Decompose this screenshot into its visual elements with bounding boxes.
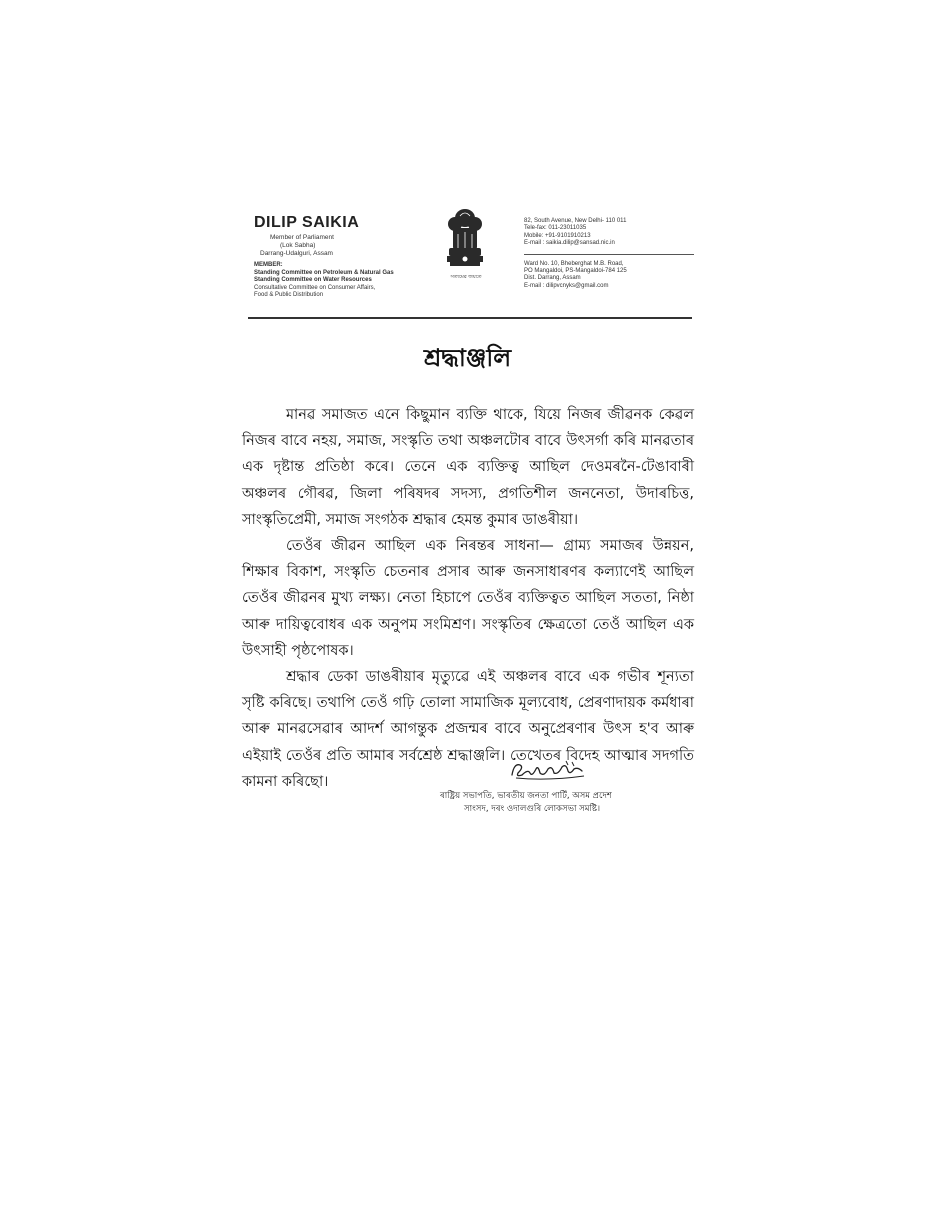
sender-designation: Member of Parliament [270,234,334,241]
member-heading: MEMBER: [254,262,283,268]
committee-item: Standing Committee on Petroleum & Natural Gas [254,269,394,276]
letterhead [248,200,692,320]
signatory-title-line: ৰাষ্ট্ৰিয় সভাপতি, ভাৰতীয় জনতা পাৰ্টি, অসম প্ৰদেশ [440,791,612,801]
committee-item: Food & Public Distribution [254,292,324,299]
letterhead-sender-block [254,214,454,300]
letterhead-divider [248,317,692,319]
local-address-block [524,254,694,291]
signatory-office-line: সাংসদ, দৰং ওদালগুৰি লোকসভা সমষ্টি। [464,804,601,814]
committee-item: Consultative Committee on Consumer Affairs, [254,284,376,291]
tribute-paragraph: শ্ৰদ্ধাৰ ডেকা ডাঙৰীয়াৰ মৃত্যুৱে এই অঞ্চলৰ বাবে এক গভীৰ শূন্যতা সৃষ্টি কৰিছে। তথাপি তেওঁ গঢ়ি তোলা সামাজিক মূল্যবোধ, প্ৰেৰণাদায়ক কৰ্মধাৰা আৰু মানৱসেৱাৰ আদৰ্শ আগন্তুক প্ৰজন্মৰ বাবে অনুপ্ৰেৰণাৰ উৎস হ'ব আৰু এইয়াই তেওঁৰ প্ৰতি আমাৰ সৰ্বশ্ৰেষ্ঠ শ্ৰদ্ধাঞ্জলি। তেখেতৰ বিদেহ আত্মাৰ সদগতি কামনা কৰিছো। [242,669,694,790]
signatory-details [440,790,700,816]
handwritten-signature [508,757,588,783]
national-emblem-icon [440,204,490,282]
delhi-address-line: Tele-fax: 011-23011035 [524,225,587,232]
committee-item: Standing Committee on Water Resources [254,277,372,284]
tribute-body [242,402,694,795]
tribute-paragraph: মানৱ সমাজত এনে কিছুমান ব্যক্তি থাকে, যিয়ে নিজৰ জীৱনক কেৱল নিজৰ বাবে নহয়, সমাজ, সংস্কৃতি তথা অঞ্চলটোৰ বাবে উৎসৰ্গা কৰি মানৱতাৰ এক দৃষ্টান্ত প্ৰতিষ্ঠা কৰে। তেনে এক ব্যক্তিত্ব আছিল দেওমৰনৈ-টেঙাবাৰী অঞ্চলৰ গৌৰৱ, জিলা পৰিষদৰ সদস্য, প্ৰগতিশীল জননেতা, উদাৰচিত্ত, সাংস্কৃতিপ্ৰেমী, সমাজ সংগঠক শ্ৰদ্ধাৰ হেমন্ত কুমাৰ ডাঙৰীয়া। [242,407,694,528]
contact-block [524,218,694,290]
committee-list [254,262,454,300]
delhi-address-line: E-mail : saikia.dilip@sansad.nic.in [524,240,615,247]
local-address-line: E-mail : dilipvcnyks@gmail.com [524,282,609,289]
sender-name: DILIP SAIKIA [254,214,360,231]
local-address-line: Ward No. 10, Bheberghat M.B. Road, [524,260,624,267]
emblem-caption: সত্যমেৱ জয়তে [450,274,482,280]
tribute-paragraph: তেওঁৰ জীৱন আছিল এক নিৰন্তৰ সাধনা— গ্ৰাম্য সমাজৰ উন্নয়ন, শিক্ষাৰ বিকাশ, সংস্কৃতি চেতনাৰ প্ৰসাৰ আৰু জনসাধাৰণৰ কল্যাণেই আছিল তেওঁৰ জীৱনৰ মুখ্য লক্ষ্য। নেতা হিচাপে তেওঁৰ ব্যক্তিত্বত আছিল সততা, নিষ্ঠা আৰু দায়িত্ববোধৰ এক অনুপম সংমিশ্ৰণ। সংস্কৃতিৰ ক্ষেত্ৰতো তেওঁ আছিল এক উৎসাহী পৃষ্ঠপোষক। [242,538,694,659]
delhi-address-line: 82, South Avenue, New Delhi- 110 011 [524,218,627,224]
sender-house: (Lok Sabha) [280,242,316,249]
document-title: শ্ৰদ্ধাঞ্জলি [423,344,512,372]
local-address-line: Dist. Darrang, Assam [524,275,581,282]
delhi-address-line: Mobile: +91-9101910213 [524,232,591,239]
sender-constituency: Darrang-Udalguri, Assam [260,250,333,257]
local-address-line: PO Mangaldoi, PS-Mangaldoi-784 125 [524,268,627,275]
